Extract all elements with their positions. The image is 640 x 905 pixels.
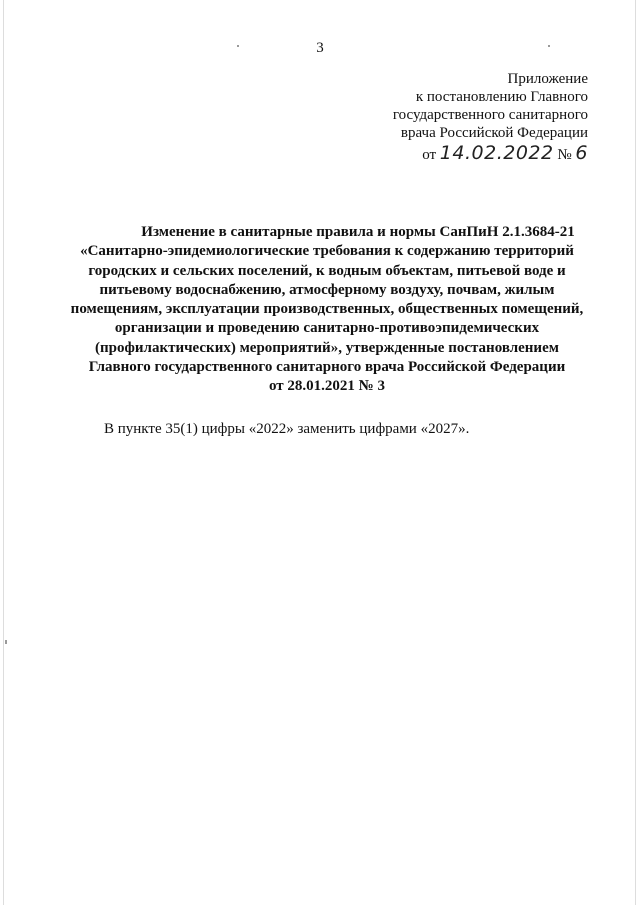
appendix-date-line (328, 144, 588, 164)
scan-edge-left (3, 0, 4, 905)
title-line-5: помещениям, эксплуатации производственных, общественных помещений, (70, 301, 584, 318)
scan-speck (548, 45, 550, 47)
date-prefix: от (422, 147, 437, 163)
appendix-title: Приложение (507, 71, 588, 87)
handwritten-number: 6 (575, 142, 588, 164)
appendix-line-2: к постановлению Главного (415, 89, 588, 105)
title-line-4: питьевому водоснабжению, атмосферному воздуху, почвам, жилым (99, 281, 555, 298)
handwritten-date: 14.02.2022 (439, 142, 554, 164)
number-sign: № (557, 147, 572, 163)
title-line-6: организации и проведению санитарно-противоэпидемических (114, 320, 540, 337)
title-line-2: «Санитарно-эпидемиологические требования к содержанию территорий (80, 243, 574, 260)
appendix-block (328, 70, 588, 164)
document-title (62, 223, 592, 397)
title-line-9: от 28.01.2021 № 3 (269, 378, 385, 395)
scan-speck (5, 640, 7, 644)
body-paragraph: В пункте 35(1) цифры «2022» заменить цифрами «2027». (104, 421, 470, 437)
title-line-8: Главного государственного санитарного врача Российской Федерации (88, 359, 566, 376)
scan-edge-right (635, 0, 636, 905)
title-line-3: городских и сельских поселений, к водным объектам, питьевой воде и (88, 262, 566, 279)
title-line-7: (профилактических) мероприятий», утвержденные постановлением (95, 339, 559, 356)
scan-speck (237, 45, 239, 47)
page-number: 3 (316, 40, 324, 56)
appendix-line-4: врача Российской Федерации (400, 125, 588, 141)
title-line-1: Изменение в санитарные правила и нормы СанПиН 2.1.3684-21 (141, 224, 575, 240)
appendix-line-3: государственного санитарного (392, 107, 588, 123)
